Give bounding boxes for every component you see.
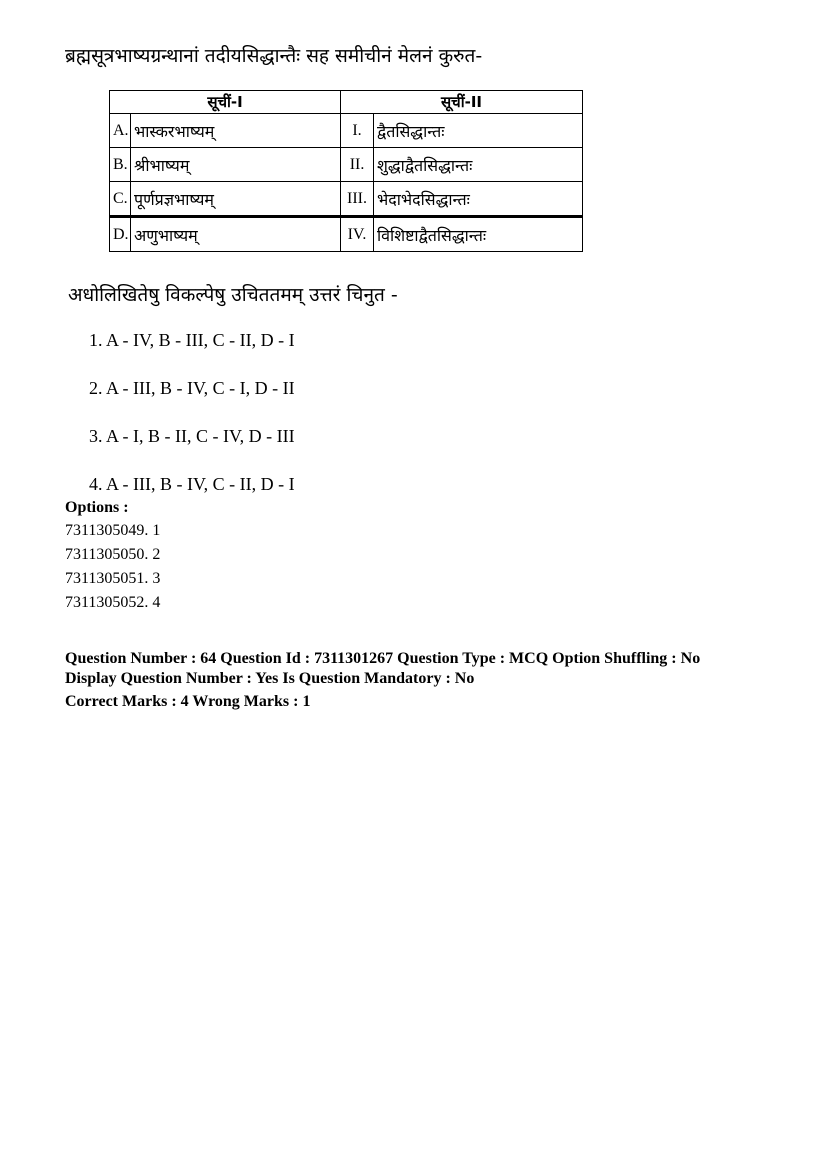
instruction-text: अधोलिखितेषु विकल्पेषु उचिततमम् उत्तरं चिनुत - [68, 284, 398, 306]
row-letter: D. [110, 217, 131, 252]
row-numeral: III. [341, 182, 374, 217]
list-1-item: श्रीभाष्यम् [131, 148, 341, 182]
row-numeral: I. [341, 114, 374, 148]
list-2-item: द्वैतसिद्धान्तः [374, 114, 583, 148]
row-letter: C. [110, 182, 131, 217]
answer-choices [89, 326, 295, 518]
table-header-row [110, 91, 583, 114]
row-numeral: II. [341, 148, 374, 182]
list-2-header: सूचीं-II [341, 91, 583, 114]
row-letter: B. [110, 148, 131, 182]
options-section [65, 497, 160, 615]
list-1-header: सूचीं-I [110, 91, 341, 114]
question-metadata [65, 649, 700, 712]
answer-choice: 4. A - III, B - IV, C - II, D - I [89, 474, 295, 494]
list-2-item: शुद्धाद्वैतसिद्धान्तः [374, 148, 583, 182]
answer-choice: 2. A - III, B - IV, C - I, D - II [89, 378, 295, 398]
option-id: 7311305049. 1 [65, 522, 161, 539]
table-row [110, 148, 583, 182]
question-text: ब्रह्मसूत्रभाष्यग्रन्थानां तदीयसिद्धान्तैः सह समीचीनं मेलनं कुरुत- [65, 45, 483, 67]
option-id: 7311305050. 2 [65, 546, 161, 563]
list-2-item: भेदाभेदसिद्धान्तः [374, 182, 583, 217]
row-numeral: IV. [341, 217, 374, 252]
display-info-line: Display Question Number : Yes Is Question Mandatory : No [65, 670, 475, 687]
matching-table [109, 90, 583, 252]
table-row [110, 182, 583, 217]
answer-choice: 3. A - I, B - II, C - IV, D - III [89, 426, 295, 446]
option-id: 7311305052. 4 [65, 594, 161, 611]
option-id: 7311305051. 3 [65, 570, 161, 587]
table-row [110, 217, 583, 252]
options-label: Options : [65, 499, 129, 516]
list-2-item: विशिष्टाद्वैतसिद्धान्तः [374, 217, 583, 252]
list-1-item: पूर्णप्रज्ञभाष्यम् [131, 182, 341, 217]
list-1-item: भास्करभाष्यम् [131, 114, 341, 148]
marks-info-line: Correct Marks : 4 Wrong Marks : 1 [65, 693, 311, 710]
list-1-item: अणुभाष्यम् [131, 217, 341, 252]
answer-choice: 1. A - IV, B - III, C - II, D - I [89, 330, 295, 350]
table-row [110, 114, 583, 148]
question-info-line: Question Number : 64 Question Id : 7311301267 Question Type : MCQ Option Shuffling : No [65, 650, 701, 667]
row-letter: A. [110, 114, 131, 148]
